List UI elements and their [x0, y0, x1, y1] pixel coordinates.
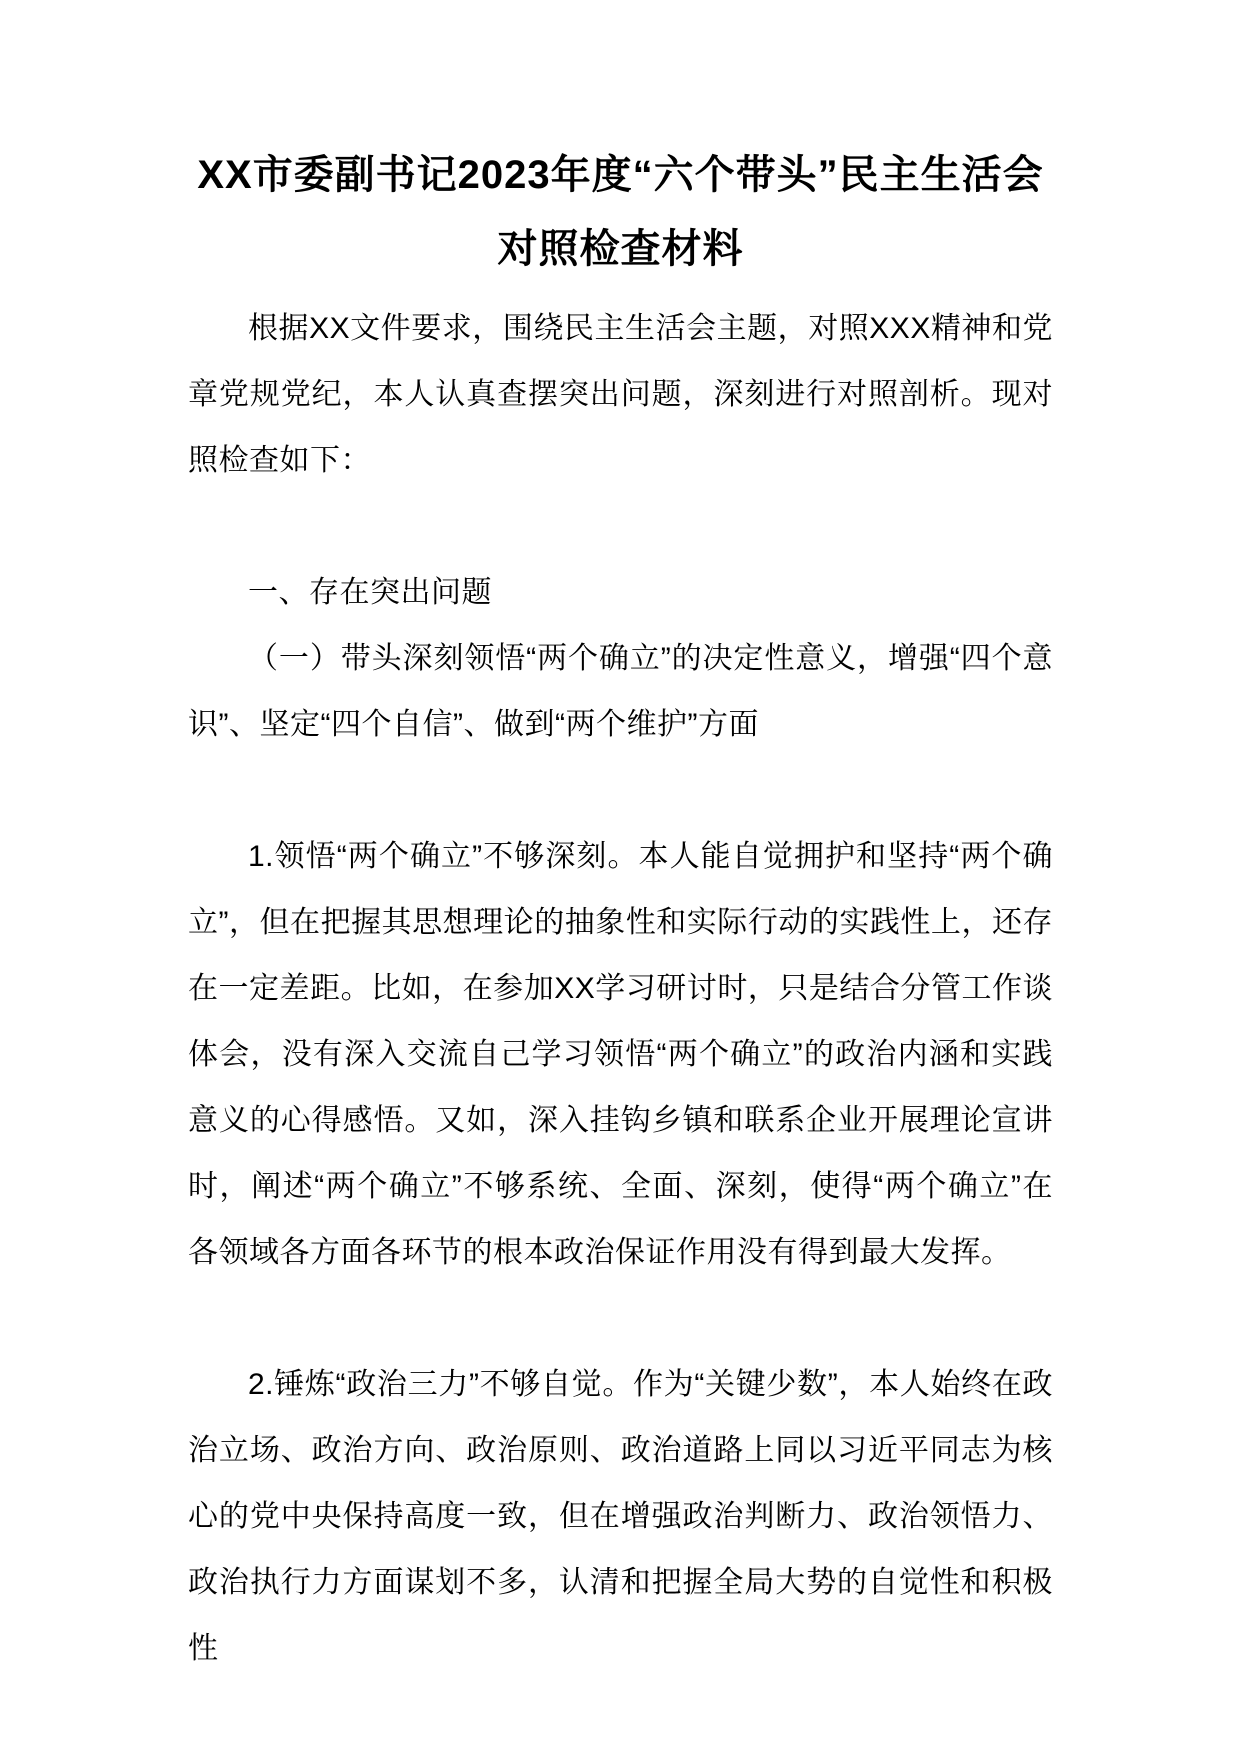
paragraph-item-2: 2.锤炼“政治三力”不够自觉。作为“关键少数”，本人始终在政治立场、政治方向、政治原则、政治道路上同以习近平同志为核心的党中央保持高度一致，但在增强政治判断力、政治领悟力、政治执行力方面谋划不多，认清和把握全局大势的自觉性和积极性	[188, 1368, 1053, 1665]
section-1-heading: 一、存在突出问题	[248, 576, 492, 609]
paragraph-item-1: 1.领悟“两个确立”不够深刻。本人能自觉拥护和坚持“两个确立”，但在把握其思想理论的抽象性和实际行动的实践性上，还存在一定差距。比如，在参加XX学习研讨时，只是结合分管工作谈体会，没有深入交流自己学习领悟“两个确立”的政治内涵和实践意义的心得感悟。又如，深入挂钩乡镇和联系企业开展理论宣讲时，阐述“两个确立”不够系统、全面、深刻，使得“两个确立”在各领域各方面各环节的根本政治保证作用没有得到最大发挥。	[188, 840, 1053, 1269]
document-title-line-2: 对照检查材料	[497, 227, 744, 271]
document-title-line-1: XX市委副书记2023年度“六个带头”民主生活会	[197, 153, 1044, 197]
document-title	[188, 138, 1053, 286]
subsection-1-heading: （一）带头深刻领悟“两个确立”的决定性意义，增强“四个意识”、坚定“四个自信”、做到“两个维护”方面	[188, 642, 1053, 741]
paragraph-intro: 根据XX文件要求，围绕民主生活会主题，对照XXX精神和党章党规党纪，本人认真查摆突出问题，深刻进行对照剖析。现对照检查如下：	[188, 312, 1053, 477]
